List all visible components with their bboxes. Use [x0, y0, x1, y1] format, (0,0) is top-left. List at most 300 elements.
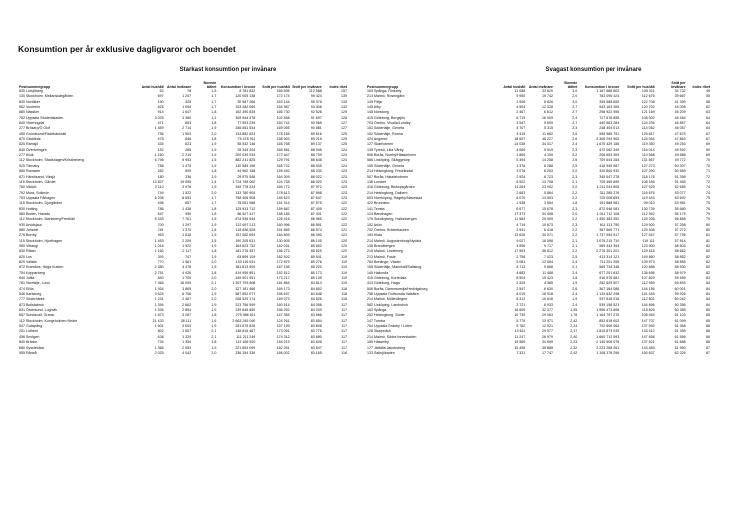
cell-households: 3 076 [516, 169, 526, 174]
cell-households: 5 394 [516, 158, 526, 163]
cell-index: 58 [706, 99, 710, 104]
cell-index: 117 [341, 334, 347, 339]
cell-density: 1,9 [211, 302, 217, 307]
cell-postal-group: 163 Spånga, Rinkeby [367, 89, 402, 93]
cell-consumption: 355 588 650 [599, 99, 620, 104]
cell-households: 7 331 [516, 350, 526, 355]
cell-residents: 1 094 [182, 105, 192, 110]
cell-residents: 28 111 [180, 318, 192, 323]
cell-households: 1 934 [154, 286, 164, 291]
cell-density: 1,7 [211, 94, 217, 99]
cell-avg-resident: 85 139 [310, 276, 322, 281]
strongest-consumption-table [18, 75, 348, 356]
cell-index: 79 [706, 211, 710, 216]
cell-postal-group: 215 Malmö, Lindeborg [367, 249, 403, 254]
cell-postal-group: 145 Norsborg [367, 110, 389, 115]
cell-postal-group: 276 Borrby [19, 233, 37, 238]
cell-density: 1,8 [211, 211, 217, 216]
cell-avg-household: 174 312 [276, 334, 290, 339]
cell-avg-household: 147 355 [276, 313, 290, 318]
cell-density: 1,9 [211, 254, 217, 259]
cell-households: 4 883 [516, 270, 526, 275]
cell-postal-group: 277 Brösarp/Ö Olof [19, 126, 50, 131]
cell-density: 2,0 [211, 276, 217, 281]
cell-avg-resident: 94 408 [310, 105, 322, 110]
cell-residents: 29 577 [541, 329, 553, 334]
cell-avg-resident: 58 662 [674, 249, 686, 254]
cell-consumption: 1 450 383 352 [596, 217, 620, 222]
cell-avg-resident: 83 854 [310, 318, 322, 323]
cell-postal-group: 422 Brunnsbo [367, 201, 390, 206]
cell-density: 2,3 [572, 206, 578, 211]
cell-households: 282 [157, 169, 164, 174]
cell-density: 1,9 [211, 142, 217, 147]
cell-consumption: 246 651 534 [235, 126, 256, 131]
cell-density: 2,7 [572, 121, 578, 126]
cell-households: 14 038 [514, 142, 526, 147]
weakest-consumption-table [366, 75, 711, 356]
cell-avg-household: 118 826 [641, 308, 655, 313]
cell-residents: 8 653 [182, 195, 192, 200]
cell-postal-group: 756 Uppsala Gottsunda Valsätra [367, 292, 419, 297]
cell-households: 2 025 [154, 350, 164, 355]
cell-consumption: 145 501 951 [235, 276, 256, 281]
cell-avg-household: 129 500 [641, 222, 655, 227]
cell-avg-resident: 85 541 [310, 254, 322, 259]
cell-postal-group: 980 Vittangi [19, 243, 38, 248]
cell-consumption: 134 882 623 [235, 131, 256, 136]
cell-avg-household: 147 658 [641, 334, 655, 339]
cell-households: 8 312 [516, 297, 526, 302]
cell-households: 2 547 [516, 286, 526, 291]
cell-residents: 1 207 [182, 94, 192, 99]
cell-residents: 336 [185, 174, 192, 179]
cell-households: 4 719 [516, 222, 526, 227]
column-header-postal-group: Postnummergrupp [367, 85, 399, 89]
cell-consumption: 1 724 768 062 [232, 179, 256, 184]
cell-residents: 2 854 [182, 308, 192, 313]
cell-density: 1,8 [211, 206, 217, 211]
cell-postal-group: 753 Uppsala Fålhagen [19, 195, 56, 200]
cell-postal-group: 586 Linköping, Skäggetorp [367, 158, 410, 163]
cell-avg-household: 130 739 [641, 206, 655, 211]
cell-postal-group: 930 Arvidsjaur [19, 222, 42, 227]
cell-index: 85 [706, 308, 710, 313]
cell-index: 117 [341, 302, 347, 307]
cell-index: 121 [341, 227, 347, 232]
cell-consumption: 345 547 278 [599, 174, 620, 179]
cell-consumption: 8 781 832 [239, 89, 256, 93]
cell-avg-resident: 60 001 [674, 286, 686, 291]
cell-density: 2,3 [572, 126, 578, 131]
cell-avg-household: 105 311 [641, 89, 655, 93]
cell-avg-resident: 55 680 [674, 206, 686, 211]
table-row [18, 351, 348, 356]
cell-households: 6 070 [516, 195, 526, 200]
cell-postal-group: 112 Stockholm, Marieberg/Fredhäll [19, 217, 75, 222]
cell-consumption: 221 653 099 [235, 345, 256, 350]
cell-density: 1,9 [211, 243, 217, 248]
cell-avg-household: 112 959 [641, 281, 655, 286]
cell-consumption: 130 589 196 [235, 163, 256, 168]
cell-postal-group: 792 Mora, Sollerön [19, 190, 50, 195]
cell-residents: 509 [185, 169, 192, 174]
cell-avg-resident: 53 981 [674, 201, 686, 206]
cell-households: 4 504 [516, 105, 526, 110]
cell-avg-resident: 50 307 [674, 163, 686, 168]
cell-residents: 2 209 [182, 238, 192, 243]
cell-avg-resident: 89 616 [310, 131, 322, 136]
cell-avg-household: 164 987 [276, 105, 290, 110]
cell-residents: 78 [187, 89, 192, 93]
cell-residents: 3 287 [182, 313, 192, 318]
cell-postal-group: 115 Stockholm, Gärdet [19, 179, 56, 184]
cell-density: 1,4 [211, 179, 217, 184]
cell-density: 1,9 [211, 233, 217, 238]
cell-index: 123 [341, 179, 347, 184]
cell-index: 118 [341, 297, 347, 302]
cell-index: 117 [341, 313, 347, 318]
column-header-avg-household: Snitt per hushåll [262, 85, 290, 89]
cell-avg-household: 150 637 [641, 350, 655, 355]
cell-consumption: 413 314 121 [599, 254, 620, 259]
weakest-consumption-panel [366, 66, 711, 356]
cell-residents: 285 [185, 147, 192, 152]
cell-avg-household: 119 443 [641, 195, 655, 200]
cell-index: 80 [706, 222, 710, 227]
cell-postal-group: 152 Södertälje, Ronna [367, 131, 403, 136]
cell-consumption: 2 663 245 090 [232, 318, 256, 323]
cell-consumption: 1 956 473 896 [596, 308, 620, 313]
cell-avg-household: 112 942 [641, 211, 655, 216]
cell-consumption: 120 005 138 [235, 94, 256, 99]
cell-postal-group: 133 Saltsjöbaden [367, 350, 395, 355]
cell-avg-resident: 61 103 [674, 313, 686, 318]
cell-density: 2,6 [572, 286, 578, 291]
cell-density: 2,2 [572, 217, 578, 222]
cell-index: 49 [706, 89, 710, 93]
cell-postal-group: 752 Uppsala Studentstaden [19, 115, 64, 120]
cell-index: 125 [341, 142, 347, 147]
cell-households: 770 [157, 260, 164, 264]
cell-consumption: 133 780 905 [235, 190, 256, 195]
cell-postal-group: 777 Söderbärke [19, 297, 45, 302]
cell-density: 2,0 [211, 286, 217, 291]
cell-density: 1,9 [211, 324, 217, 329]
cell-residents: 3 380 [182, 115, 192, 120]
cell-avg-resident: 47 863 [674, 137, 686, 142]
cell-residents: 15 423 [541, 276, 553, 281]
cell-avg-household: 118 176 [641, 174, 655, 179]
cell-density: 2,0 [572, 185, 578, 190]
cell-residents: 325 [185, 99, 192, 104]
cell-avg-resident: 60 385 [674, 308, 686, 313]
cell-avg-household: 169 173 [276, 286, 290, 291]
cell-households: 18 607 [514, 137, 526, 142]
cell-index: 72 [706, 179, 710, 184]
cell-consumption: 118 836 528 [235, 227, 256, 232]
cell-avg-resident: 45 209 [674, 110, 686, 115]
cell-households: 6 719 [516, 115, 526, 120]
cell-avg-household: 116 014 [641, 147, 655, 152]
cell-postal-group: 277 Kivik [19, 153, 34, 158]
cell-avg-household: 169 073 [276, 297, 290, 302]
cell-density: 2,2 [572, 249, 578, 254]
cell-avg-resident: 88 535 [310, 163, 322, 168]
cell-index: 75 [706, 201, 710, 206]
cell-density: 1,5 [211, 158, 217, 163]
cell-consumption: 937 618 016 [599, 297, 620, 302]
cell-index: 81 [706, 233, 710, 238]
cell-avg-household: 164 809 [276, 233, 290, 238]
cell-households: 9 027 [516, 238, 526, 243]
cell-avg-household: 173 091 [276, 329, 290, 334]
cell-postal-group: 418 Göteborg, Biskopsgården [367, 185, 415, 190]
column-header-index: Index riket [692, 85, 710, 89]
cell-index: 69 [706, 142, 710, 147]
cell-avg-resident: 51 398 [674, 174, 686, 179]
cell-avg-household: 116 876 [641, 190, 655, 195]
cell-avg-resident: 88 648 [310, 158, 322, 163]
cell-postal-group: 124 Bandhagen [367, 211, 393, 216]
cell-households: 626 [157, 105, 164, 110]
cell-consumption: 223 756 599 [235, 302, 256, 307]
cell-density: 1,7 [211, 201, 217, 206]
cell-index: 122 [341, 217, 347, 222]
cell-index: 84 [706, 281, 710, 286]
cell-consumption: 1 167 688 802 [596, 89, 620, 93]
cell-residents: 18 598 [541, 238, 553, 243]
cell-density: 2,0 [211, 297, 217, 302]
cell-residents: 2 467 [182, 297, 192, 302]
cell-avg-household: 172 174 [276, 94, 290, 99]
cell-avg-resident: 58 979 [674, 270, 686, 275]
cell-density: 2,42 [570, 350, 578, 355]
cell-avg-resident: 39 667 [674, 94, 686, 99]
cell-postal-group: 151 Södertälje, Geneta [367, 126, 404, 131]
cell-index: 122 [341, 206, 347, 211]
cell-residents: 26 979 [541, 334, 553, 339]
strongest-consumption-panel [18, 66, 348, 356]
cell-postal-group: 831 Östersund, Lugnvik [19, 308, 57, 313]
cell-avg-household: 122 708 [641, 99, 655, 104]
cell-avg-household: 162 402 [276, 254, 290, 259]
cell-consumption: 125 513 712 [235, 206, 256, 211]
cell-residents: 9 609 [543, 121, 553, 126]
cell-avg-resident: 86 574 [310, 227, 322, 232]
cell-index: 74 [706, 185, 710, 190]
cell-avg-household: 108 166 [641, 179, 655, 184]
cell-index: 125 [341, 131, 347, 136]
cell-residents: 1 370 [182, 227, 192, 232]
cell-households: 15 565 [514, 340, 526, 345]
cell-households: 1 160 [154, 249, 164, 254]
cell-consumption: 725 008 653 [599, 195, 620, 200]
column-header-households: Antal hushåll [503, 85, 526, 89]
cell-households: 1 535 [154, 308, 164, 313]
cell-index: 119 [341, 276, 347, 281]
cell-index: 80 [706, 227, 710, 232]
cell-households: 335 [157, 142, 164, 147]
cell-postal-group: 840 Bräcke [19, 340, 38, 345]
cell-density: 2,5 [572, 254, 578, 259]
cell-consumption: 2 276 301 201 [596, 249, 620, 254]
cell-consumption: 298 922 955 [599, 110, 620, 115]
cell-residents: 17 747 [541, 350, 553, 355]
cell-residents: 19 595 [180, 179, 192, 184]
cell-consumption: 1 211 034 805 [596, 185, 620, 190]
cell-postal-group: 955 Råneå [19, 350, 37, 355]
cell-density: 2,0 [211, 260, 217, 264]
cell-index: 64 [706, 126, 710, 131]
cell-residents: 32 377 [541, 308, 553, 313]
cell-density: 2,6 [572, 131, 578, 136]
cell-avg-household: 126 416 [276, 217, 290, 222]
cell-consumption: 164 623 732 [235, 243, 256, 248]
cell-consumption: 86 527 417 [237, 211, 256, 216]
cell-postal-group: 702 Örebro, Brickebacken [367, 227, 409, 232]
cell-residents: 990 [185, 211, 192, 216]
cell-postal-group: 147 Tumba [367, 318, 385, 323]
cell-households: 21 433 [152, 318, 164, 323]
cell-density: 2,3 [572, 222, 578, 227]
cell-density: 2,6 [572, 158, 578, 163]
cell-avg-resident: 83 605 [310, 340, 322, 345]
cell-density: 2,4 [572, 260, 578, 264]
cell-avg-resident: 84 648 [310, 292, 322, 297]
cell-avg-resident: 92 526 [310, 110, 322, 115]
cell-residents: 1 475 [182, 163, 192, 168]
cell-households: 1 394 [154, 302, 164, 307]
cell-avg-resident: 59 893 [674, 281, 686, 286]
cell-avg-resident: 88 020 [310, 179, 322, 184]
cell-residents: 13 708 [541, 179, 553, 184]
cell-avg-resident: 83 808 [310, 324, 322, 329]
cell-consumption: 309 944 378 [235, 115, 256, 120]
cell-postal-group: 141 Tensta [367, 206, 385, 211]
strongest-consumption-title: Starkast konsumtion per invånare [179, 67, 277, 73]
cell-consumption: 543 163 306 [599, 105, 620, 110]
cell-density: 2,0 [211, 131, 217, 136]
cell-density: 2,4 [572, 302, 578, 307]
cell-avg-resident: 59 926 [674, 292, 686, 297]
cell-postal-group: 880 Nässker [19, 110, 40, 115]
cell-consumption: 251 675 826 [235, 324, 256, 329]
cell-index: 124 [341, 163, 347, 168]
cell-avg-resident: 85 220 [310, 265, 322, 270]
cell-avg-resident: 84 526 [310, 297, 322, 302]
cell-avg-resident: 86 891 [310, 222, 322, 227]
cell-avg-household: 114 052 [641, 126, 655, 131]
cell-consumption: 181 276 357 [235, 249, 256, 254]
cell-avg-household: 181 864 [276, 281, 290, 286]
cell-postal-group: 450 Grundsund/Fiskebäckskil [19, 131, 67, 136]
cell-households: 11 247 [514, 334, 526, 339]
cell-avg-household: 107 529 [641, 185, 655, 190]
cell-avg-household: 125 817 [641, 131, 655, 136]
cell-index: 86 [706, 340, 710, 345]
cell-consumption: 611 113 750 [599, 222, 620, 227]
cell-avg-household: 169 055 [276, 126, 290, 131]
cell-avg-resident: 87 401 [310, 211, 322, 216]
cell-avg-household: 119 111 [642, 238, 655, 243]
cell-postal-group: 155 Södertälje, Geneta [367, 163, 404, 168]
cell-residents: 4 385 [543, 281, 553, 286]
cell-density: 2,1 [572, 243, 578, 248]
cell-density: 1,8 [211, 340, 217, 345]
cell-consumption: 416 945 987 [599, 163, 620, 168]
cell-households: 10 739 [514, 313, 526, 318]
cell-postal-group: 136 Lorsbet [367, 179, 386, 184]
cell-consumption: 472 062 349 [599, 147, 620, 152]
cell-residents: 14 258 [541, 158, 553, 163]
cell-residents: 4 926 [182, 270, 192, 275]
cell-households: 638 [157, 334, 164, 339]
cell-avg-household: 147 707 [641, 318, 655, 323]
cell-consumption: 2 140 506 075 [596, 340, 620, 345]
cell-index: 123 [341, 195, 347, 200]
cell-consumption: 133 116 531 [235, 260, 256, 264]
cell-postal-group: 136 Brandbergen [367, 243, 395, 248]
cell-index: 129 [341, 110, 347, 115]
cell-households: 5 762 [516, 324, 526, 329]
cell-avg-household: 154 219 [276, 340, 290, 345]
cell-postal-group: 252 Helsingborg, Söder [367, 313, 405, 318]
cell-households: 802 [157, 329, 164, 334]
cell-households: 471 [157, 121, 164, 126]
cell-index: 123 [341, 185, 347, 190]
cell-consumption: 569 734 348 [599, 265, 620, 270]
cell-avg-household: 159 687 [276, 206, 290, 211]
cell-avg-resident: 45 857 [674, 121, 686, 126]
cell-residents: 1 561 [182, 260, 192, 264]
cell-households: 756 [157, 131, 164, 136]
cell-households: 914 [157, 110, 164, 115]
cell-postal-group: 840 Ytterhogdal [19, 121, 45, 126]
cell-index: 124 [341, 158, 347, 163]
cell-residents: 15 678 [541, 206, 553, 211]
cell-avg-household: 160 514 [276, 302, 290, 307]
cell-avg-household: 163 144 [276, 99, 290, 104]
cell-density: 1,8 [211, 169, 217, 174]
cell-residents: 1 522 [182, 190, 192, 195]
cell-households: 11 584 [514, 217, 526, 222]
cell-consumption: 75 051 988 [237, 201, 256, 206]
cell-residents: 623 [185, 142, 192, 147]
cell-avg-resident: 44 098 [674, 105, 686, 110]
cell-avg-household: 107 290 [641, 169, 655, 174]
cell-index: 119 [341, 254, 347, 259]
cell-avg-household: 165 768 [276, 142, 290, 147]
cell-index: 85 [706, 318, 710, 323]
cell-index: 64 [706, 121, 710, 126]
cell-avg-resident: 61 358 [674, 324, 686, 329]
cell-consumption: 2 308 294 962 [596, 137, 620, 142]
cell-consumption: 262 629 507 [599, 281, 620, 286]
cell-residents: 3 003 [182, 324, 192, 329]
cell-households: 1 366 [154, 345, 164, 350]
cell-postal-group: 115 Stockholm, Hjorthagen [19, 238, 63, 243]
cell-avg-household: 166 730 [276, 110, 290, 115]
cell-consumption: 44 962 158 [237, 169, 256, 174]
cell-households: 13 611 [514, 329, 526, 334]
cell-households: 1 938 [516, 201, 526, 206]
cell-avg-resident: 62 226 [674, 350, 686, 355]
cell-density: 2,5 [572, 163, 578, 168]
cell-index: 127 [341, 121, 347, 126]
cell-density: 2,6 [572, 137, 578, 142]
cell-postal-group: 251 Lidhem [19, 329, 38, 334]
